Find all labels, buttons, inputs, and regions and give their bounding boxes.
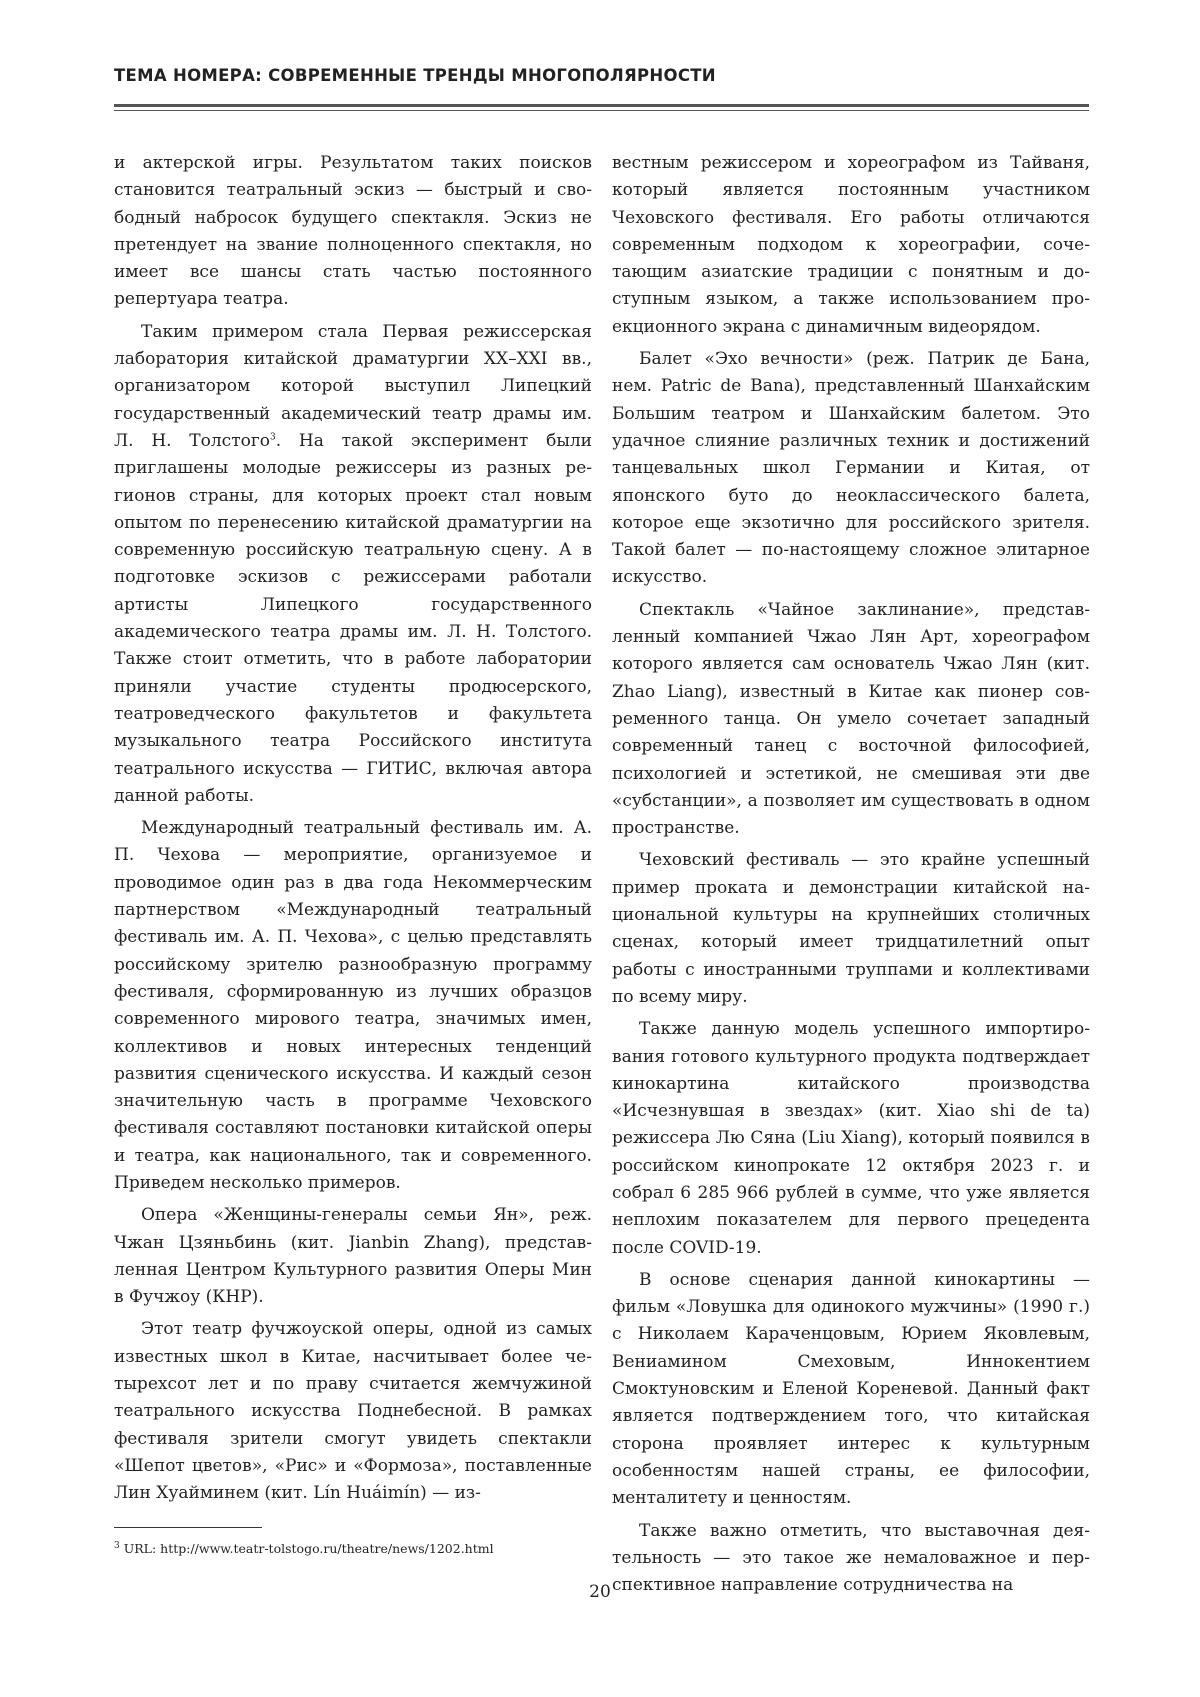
footnote [114,1541,592,1557]
footnote-reference[interactable]: 3 [269,432,276,443]
paragraph: Чеховский фестиваль — это крайне успешный пример проката и демонстрации китайской национальной культуры на крупнейших столичных сценах, который имеет тридцатилетний опыт работы с иностранными труппами и коллективами по всему миру. [612,850,1090,1007]
footnote-mark: 3 [114,1540,120,1551]
right-column [612,150,1090,1599]
paragraph: Опера «Женщины-генералы семьи Ян», реж. Чжан Цзяньбинь (кит. Jianbin Zhang), представленная Центром Культурного развития Оперы Мин в Фучжоу (КНР). [114,1205,592,1308]
paragraph: Международный театральный фестиваль им. А. П. Чехова — мероприятие, организуемое и проводимое один раз в два года Некоммерческим партнерством «Международный театральный фестиваль им. А. П. Чехова», с целью представлять российскому зрителю разнообразную программу фестиваля, сформированную из лучших образцов современного мирового театра, значимых имен, коллективов и новых интересных тенденций развития сценического искусства. И каждый сезон значительную часть в программе Чеховского фестиваля составляют постановки китайской оперы и театра, как национального, так и современного. Приведем несколько примеров. [114,818,592,1193]
paragraph: В основе сценария данной кинокартины — фильм «Ловушка для одинокого мужчины» (1990 г.) с Николаем Караченцовым, Юрием Яковлевым, Вениамином Смеховым, Иннокентием Смоктуновским и Еленой Кореневой. Данный факт является подтверждением того, что китайская сторона проявляет интерес к культурным особенностям нашей страны, ее философии, менталитету и ценностям. [612,1269,1090,1509]
paragraph-text: . На такой эксперимент были приглашены молодые режиссеры из разных регионов страны, для которых проект стал новым опытом по перенесению китайской драматургии на современную российскую театральную сцену. А в подготовке эскизов с режиссерами работали артисты Липецкого государственного академического театра драмы им. Л. Н. Толстого. Также стоит отметить, что в работе лаборатории приняли участие студенты продюсерского, театроведческого факультетов и факультета музыкального театра Российского института театрального искусства — ГИТИС, включая автора данной работы. [114,430,592,806]
paragraph: Балет «Эхо вечности» (реж. Патрик де Бана, нем. Patric de Bana), представленный Шанхайским Большим театром и Шанхайским балетом. Это удачное слияние различных техник и достижений танцевальных школ Германии и Китая, от японского буто до неоклассического балета, которое еще экзотично для российского зрителя. Такой балет — по-настоящему сложное элитарное искусство. [612,349,1090,588]
paragraph: Также данную модель успешного импортирования готового культурного продукта подтверждает кинокартина китайского производства «Исчезнувшая в звездах» (кит. Xiao shi de ta) режиссера Лю Сяна (Liu Xiang), который появился в российском кинопрокате 12 октября 2023 г. и собрал 6 285 966 рублей в сумме, что уже является неплохим показателем для первого прецедента после COVID-19. [612,1019,1090,1258]
paragraph-text: Таким примером стала Первая режиссерская лаборатория китайской драматургии XX–XXI вв., организатором которой выступил Липецкий государственный академический театр драмы им. Л. Н. Толстого [114,321,592,451]
running-header: ТЕМА НОМЕРА: СОВРЕМЕННЫЕ ТРЕНДЫ МНОГОПОЛЯРНОСТИ [114,66,716,85]
footnote-separator [114,1527,262,1528]
page-number: 20 [589,1582,611,1602]
paragraph: вестным режиссером и хореографом из Тайваня, который является постоянным участником Чеховского фестиваля. Его работы отличаются современным подходом к хореографии, сочетающим азиатские традиции с понятным и доступным языком, а также использованием проекционного экрана с динамичным видеорядом. [612,153,1090,337]
paragraph [114,319,592,810]
footnote-text: URL: http://www.teatr-tolstogo.ru/theatre/news/1202.html [119,1541,494,1556]
paragraph: и актерской игры. Результатом таких поисков становится театральный эскиз — быстрый и свободный набросок будущего спектакля. Эскиз не претендует на звание полноценного спектакля, но имеет все шансы стать частью постоянного репертуара театра. [114,153,592,310]
left-column [114,150,592,1508]
paragraph: Этот театр фучжоуской оперы, одной из самых известных школ в Китае, насчитывает более четырехсот лет и по праву считается жемчужиной театрального искусства Поднебесной. В рамках фестиваля зрители смогут увидеть спектакли «Шепот цветов», «Рис» и «Формоза», поставленные Лин Хуайминем (кит. Lín Huáimín) — из- [114,1319,592,1504]
paragraph: Спектакль «Чайное заклинание», представленный компанией Чжао Лян Арт, хореографом которого является сам основатель Чжао Лян (кит. Zhao Liang), известный в Китае как пионер современного танца. Он умело сочетает западный современный танец с восточной философией, психологией и эстетикой, не смешивая эти две «субстанции», а позволяет им существовать в одном пространстве. [612,599,1090,839]
paragraph: Также важно отметить, что выставочная деятельность — это такое же немаловажное и перспективное направление сотрудничества на [612,1520,1090,1596]
header-rule-thin [114,110,1089,111]
header-rule-thick [114,104,1089,107]
